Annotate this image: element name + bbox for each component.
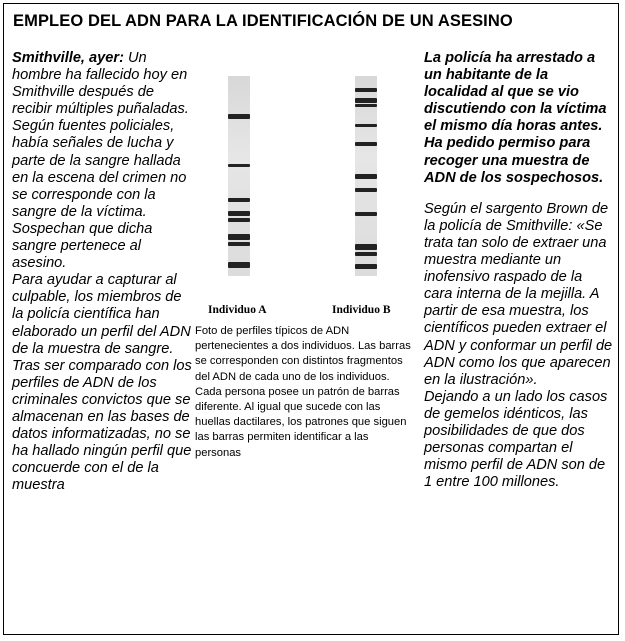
band: [228, 114, 250, 119]
band: [355, 124, 377, 127]
band: [228, 234, 250, 240]
figure-caption: Foto de perfiles típicos de ADN pertenecientes a dos individuos. Las barras se corresponden con distintos fragmentos del ADN de cada uno de los individuos. Cada persona posee un patrón de barras diferente. Al igual que sucede con las huellas dactilares, los patrones que siguen las barras permiten identificar a las personas: [195, 325, 411, 459]
band: [228, 262, 250, 268]
band: [355, 98, 377, 103]
band: [355, 188, 377, 192]
band: [228, 198, 250, 202]
band: [355, 264, 377, 269]
right-lead: La policía ha arrestado a un habitante de la localidad al que se vio discutiendo con la víctima el mismo día horas antes. Ha pedido permiso para recoger una muestra de ADN de los sospechosos.: [424, 50, 607, 186]
band: [228, 242, 250, 246]
label-individuo-b: Individuo B: [332, 304, 391, 316]
left-paragraph-2: Para ayudar a capturar al culpable, los miembros de la policía científica han elaborado un perfil del ADN de la muestra de sangre. Tras ser comparado con los perfiles de ADN de los criminales convictos que se almacenan en las bases de datos informatizadas, no se ha hallado ningún perfil que concuerde con el de la muestra: [12, 272, 192, 494]
right-paragraph-2: Dejando a un lado los casos de gemelos idénticos, las posibilidades de que dos personas compartan el mismo perfil de ADN son de 1 entre 100 millones.: [424, 388, 608, 491]
left-paragraph-1: [12, 50, 192, 272]
band: [355, 244, 377, 250]
right-paragraph-1: Según el sargento Brown de la policía de Smithville: «Se trata tan solo de extraer una muestra mediante un inofensivo raspado de la cara interna de la mejilla. A partir de esa muestra, los científicos pueden extraer el ADN y conformar un perfil de ADN como los que aparecen en la ilustración».: [424, 200, 613, 388]
label-individuo-a: Individuo A: [208, 304, 267, 316]
band: [355, 88, 377, 92]
band: [355, 212, 377, 216]
left-paragraph-1-text: Un hombre ha fallecido hoy en Smithville después de recibir múltiples puñaladas. Según fuentes policiales, había señales de lucha y parte de la sangre hallada en la escena del crimen no se corresponde con la sangre de la víctima. Sospechan que dicha sangre pertenece al asesino.: [12, 50, 189, 272]
band: [355, 174, 377, 179]
band: [355, 104, 377, 107]
dna-profile-a: [228, 76, 250, 276]
band: [355, 142, 377, 146]
band: [228, 218, 250, 222]
dateline: Smithville, ayer:: [12, 50, 124, 66]
band: [228, 211, 250, 216]
band: [228, 164, 250, 167]
dna-profile-b: [355, 76, 377, 276]
left-column: [12, 50, 192, 494]
right-column: [424, 50, 614, 491]
article-title: EMPLEO DEL ADN PARA LA IDENTIFICACIÓN DE UN ASESINO: [13, 12, 513, 30]
band: [355, 252, 377, 256]
